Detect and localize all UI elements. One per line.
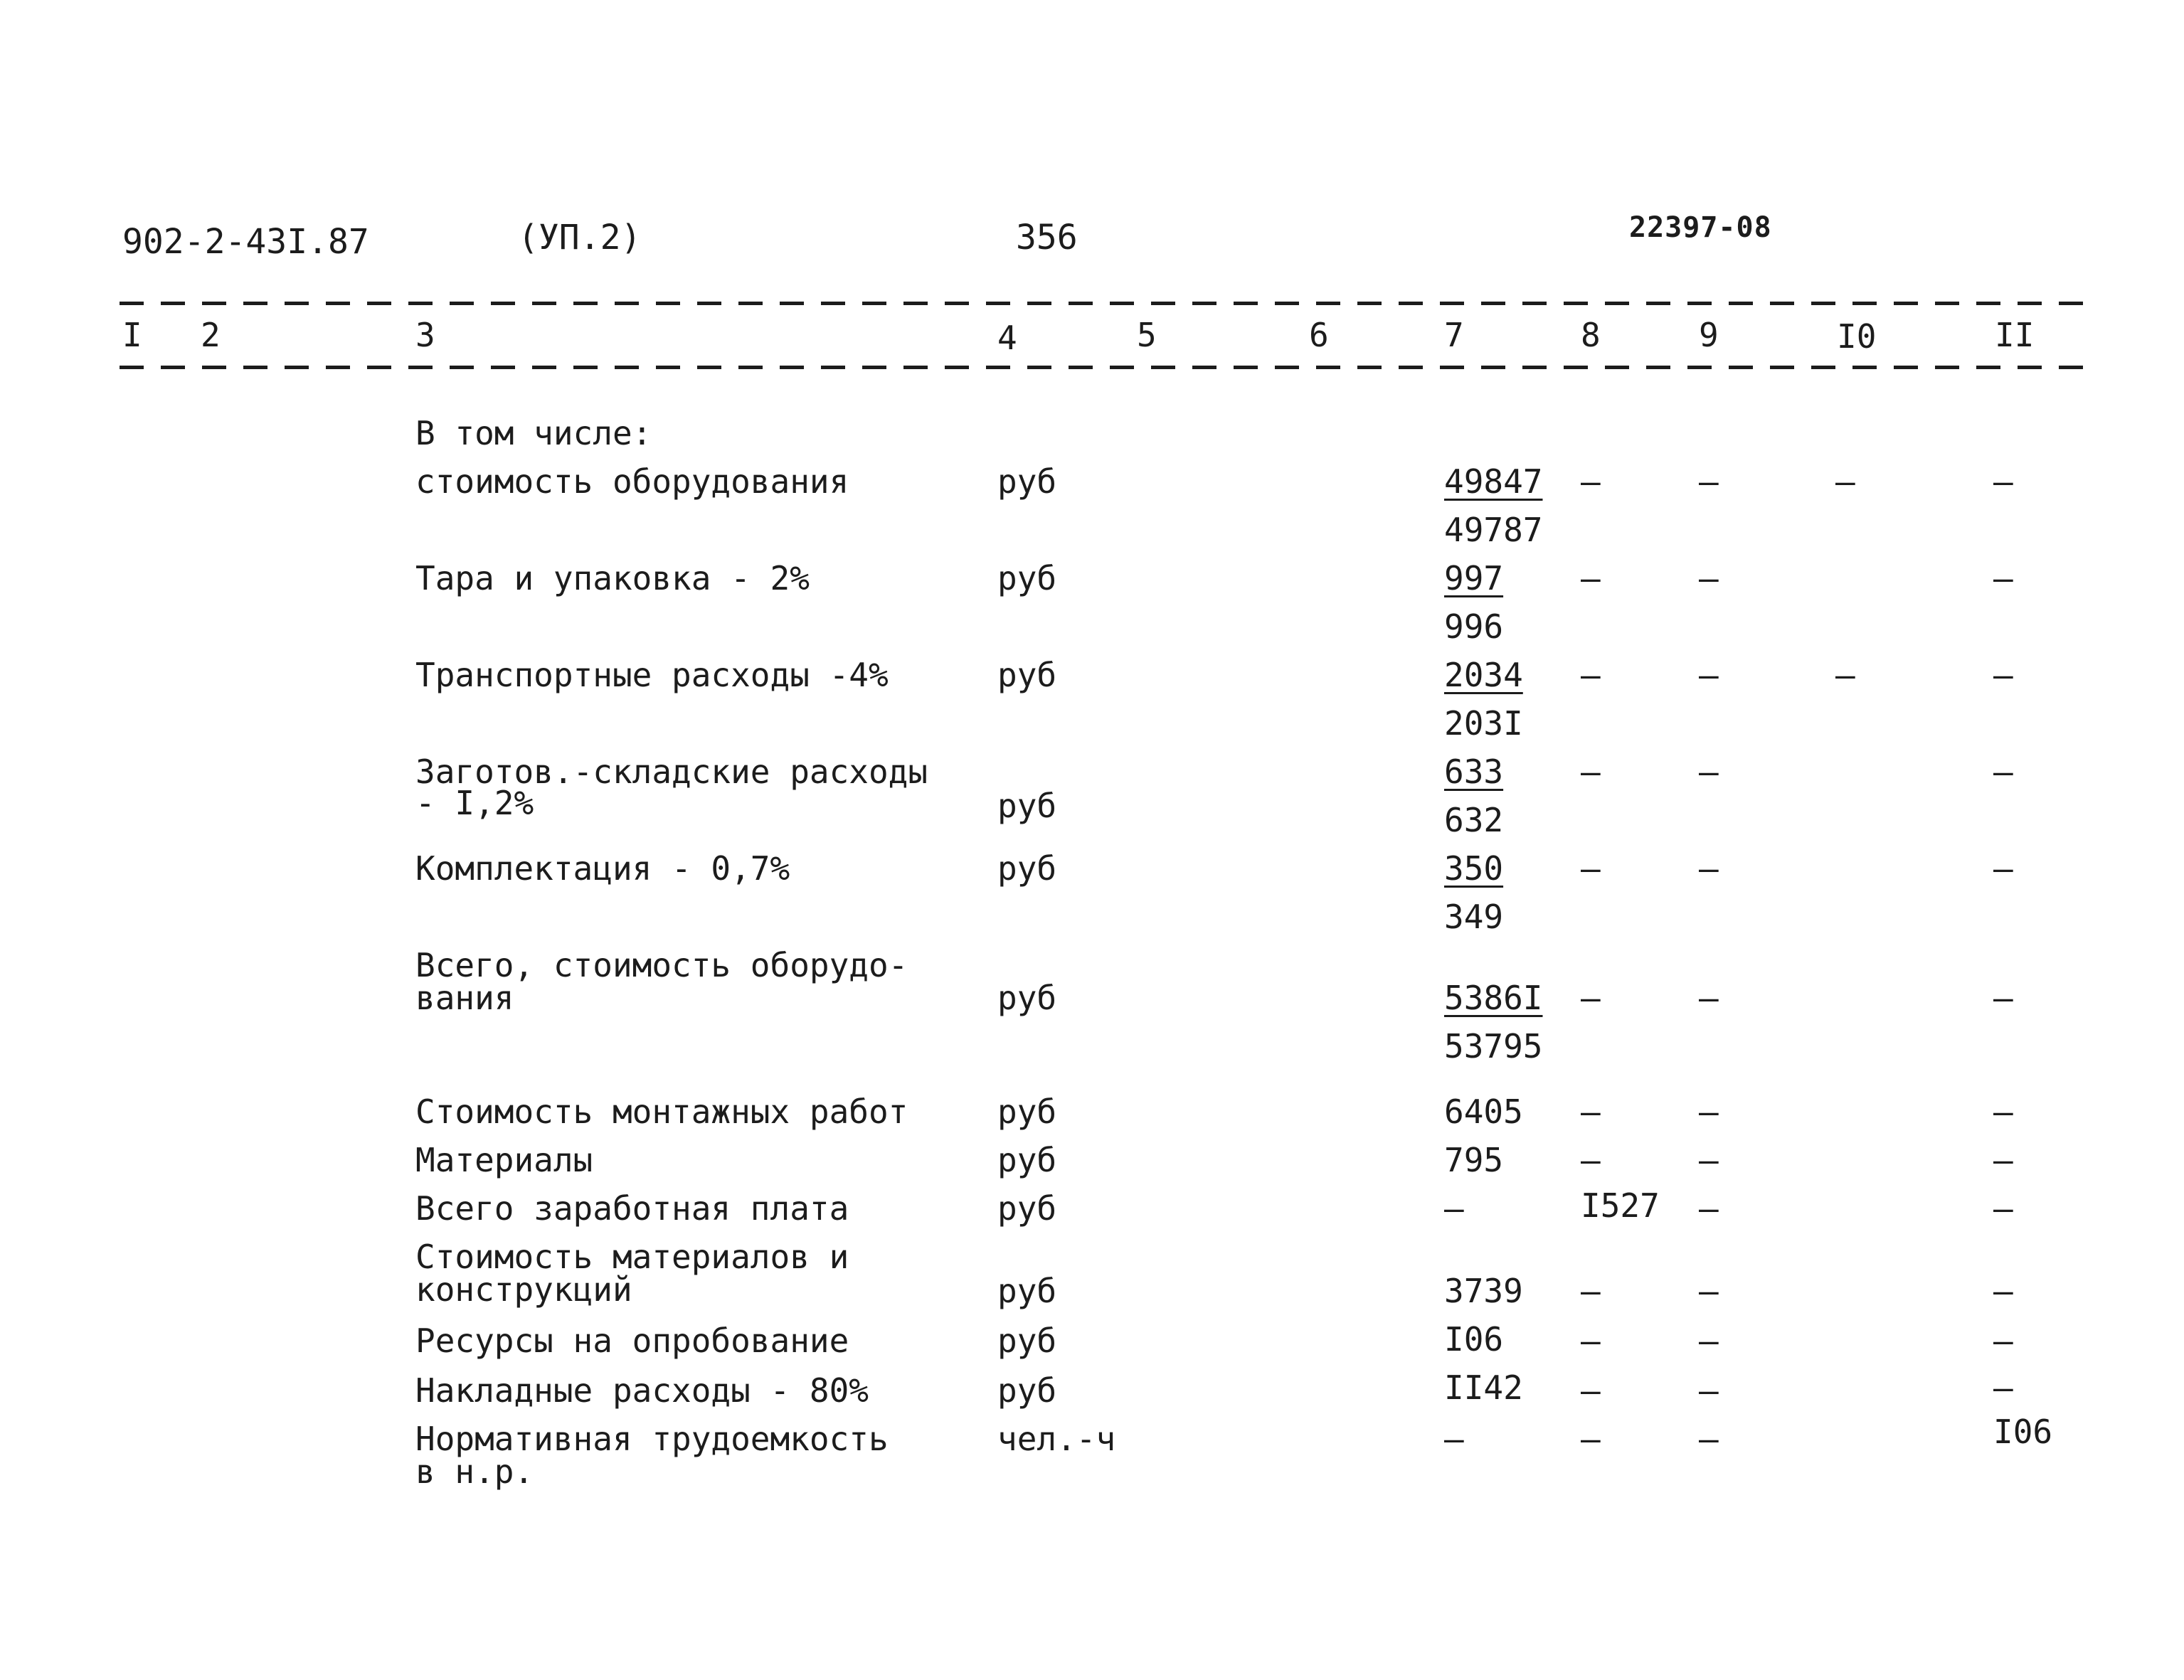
row-unit: руб	[997, 787, 1057, 825]
value-col7-current: 633	[1444, 753, 1504, 791]
header-bottom-rule	[120, 366, 2083, 369]
value-col7-prior: 49787	[1444, 511, 1543, 549]
row-unit: руб	[997, 1322, 1057, 1360]
value-col8: –	[1581, 559, 1601, 597]
value-col8: –	[1581, 979, 1601, 1017]
row-label: Материалы	[415, 1141, 593, 1179]
document-code: 902-2-43I.87	[122, 222, 369, 262]
value-col8: –	[1581, 1141, 1601, 1179]
column-header-8: 8	[1581, 316, 1601, 354]
value-col7-current: 49847	[1444, 462, 1543, 501]
row-label: стоимость оборудования	[415, 462, 849, 501]
row-label: Всего, стоимость оборудо-	[415, 946, 908, 984]
value-col9: –	[1699, 849, 1719, 888]
value-col9: –	[1699, 979, 1719, 1017]
value-col11: –	[1993, 1272, 2013, 1310]
value-col9: –	[1699, 559, 1719, 597]
value-col7-current: 997	[1444, 559, 1504, 597]
row-label-continued: конструкций	[415, 1270, 632, 1309]
value-col9: –	[1699, 753, 1719, 791]
value-col9: –	[1699, 1322, 1719, 1360]
value-col8: –	[1581, 1092, 1601, 1131]
value-col11: –	[1993, 1189, 2013, 1228]
column-header-11: II	[1995, 316, 2035, 354]
value-col7: II42	[1444, 1368, 1523, 1407]
value-col9: –	[1699, 1141, 1719, 1179]
value-col8: –	[1581, 462, 1601, 501]
value-col8: –	[1581, 1272, 1601, 1310]
row-unit: руб	[997, 1189, 1057, 1228]
row-unit: руб	[997, 462, 1057, 501]
value-col11: –	[1993, 979, 2013, 1017]
row-label-continued: вания	[415, 979, 514, 1017]
value-col7: –	[1444, 1420, 1464, 1458]
column-header-9: 9	[1699, 316, 1719, 354]
value-col11: I06	[1993, 1413, 2053, 1451]
value-col9: –	[1699, 1371, 1719, 1410]
column-header-1: I	[122, 316, 142, 354]
value-col11: –	[1993, 1368, 2013, 1407]
value-col8: –	[1581, 1371, 1601, 1410]
row-label: Комплектация - 0,7%	[415, 849, 790, 888]
row-label-continued: в н.р.	[415, 1452, 534, 1491]
value-col7-prior: 53795	[1444, 1027, 1543, 1065]
value-col9: –	[1699, 462, 1719, 501]
row-unit: руб	[997, 1272, 1057, 1310]
row-unit: чел.-ч	[997, 1420, 1116, 1458]
row-label: Тара и упаковка - 2%	[415, 559, 810, 597]
column-header-7: 7	[1444, 316, 1464, 354]
column-header-4: 4	[997, 319, 1017, 357]
value-col11: –	[1993, 849, 2013, 888]
value-col11: –	[1993, 559, 2013, 597]
row-unit: руб	[997, 559, 1057, 597]
column-header-5: 5	[1137, 316, 1157, 354]
row-unit: руб	[997, 656, 1057, 694]
row-unit: руб	[997, 1141, 1057, 1179]
value-col8: –	[1581, 1420, 1601, 1458]
row-label: Всего заработная плата	[415, 1189, 849, 1228]
row-label: Накладные расходы - 80%	[415, 1371, 869, 1410]
value-col9: –	[1699, 656, 1719, 694]
row-label: Стоимость монтажных работ	[415, 1092, 908, 1131]
album-label: (УП.2)	[518, 218, 642, 257]
row-label: В том числе:	[415, 414, 652, 452]
column-header-3: 3	[415, 316, 435, 354]
value-col7-prior: 349	[1444, 898, 1504, 936]
row-unit: руб	[997, 979, 1057, 1017]
value-col7: I06	[1444, 1320, 1504, 1359]
column-header-10: I0	[1837, 317, 1877, 356]
value-col11: –	[1993, 1092, 2013, 1131]
value-col8: –	[1581, 753, 1601, 791]
value-col9: –	[1699, 1189, 1719, 1228]
header-top-rule	[120, 302, 2083, 305]
column-header-2: 2	[201, 316, 221, 354]
row-label: Стоимость материалов и	[415, 1238, 849, 1276]
value-col11: –	[1993, 1141, 2013, 1179]
value-col7-prior: 996	[1444, 607, 1504, 646]
value-col11: –	[1993, 753, 2013, 791]
value-col7-current: 2034	[1444, 656, 1523, 694]
archive-stamp: 22397-08	[1629, 211, 1772, 244]
value-col9: –	[1699, 1420, 1719, 1458]
value-col8: –	[1581, 849, 1601, 888]
value-col7-prior: 632	[1444, 801, 1504, 839]
value-col7-current: 5386I	[1444, 979, 1543, 1017]
value-col9: –	[1699, 1092, 1719, 1131]
value-col10: –	[1835, 462, 1855, 501]
value-col8: I527	[1581, 1186, 1660, 1225]
row-unit: руб	[997, 1371, 1057, 1410]
value-col7-current: 350	[1444, 849, 1504, 888]
column-header-6: 6	[1309, 316, 1329, 354]
value-col8: –	[1581, 1322, 1601, 1360]
value-col11: –	[1993, 656, 2013, 694]
value-col10: –	[1835, 656, 1855, 694]
value-col7: 3739	[1444, 1272, 1523, 1310]
row-label-continued: - I,2%	[415, 784, 534, 822]
value-col7-prior: 203I	[1444, 704, 1523, 743]
value-col8: –	[1581, 656, 1601, 694]
row-label: Транспортные расходы -4%	[415, 656, 889, 694]
row-label: Ресурсы на опробование	[415, 1322, 849, 1360]
value-col11: –	[1993, 1322, 2013, 1360]
row-unit: руб	[997, 849, 1057, 888]
row-label: Нормативная трудоемкость	[415, 1420, 889, 1458]
value-col7: –	[1444, 1189, 1464, 1228]
row-unit: руб	[997, 1092, 1057, 1131]
value-col11: –	[1993, 462, 2013, 501]
row-label: Заготов.-складские расходы	[415, 753, 928, 791]
value-col7: 795	[1444, 1141, 1504, 1179]
page-number: 356	[1016, 218, 1078, 257]
value-col7: 6405	[1444, 1092, 1523, 1131]
value-col9: –	[1699, 1272, 1719, 1310]
